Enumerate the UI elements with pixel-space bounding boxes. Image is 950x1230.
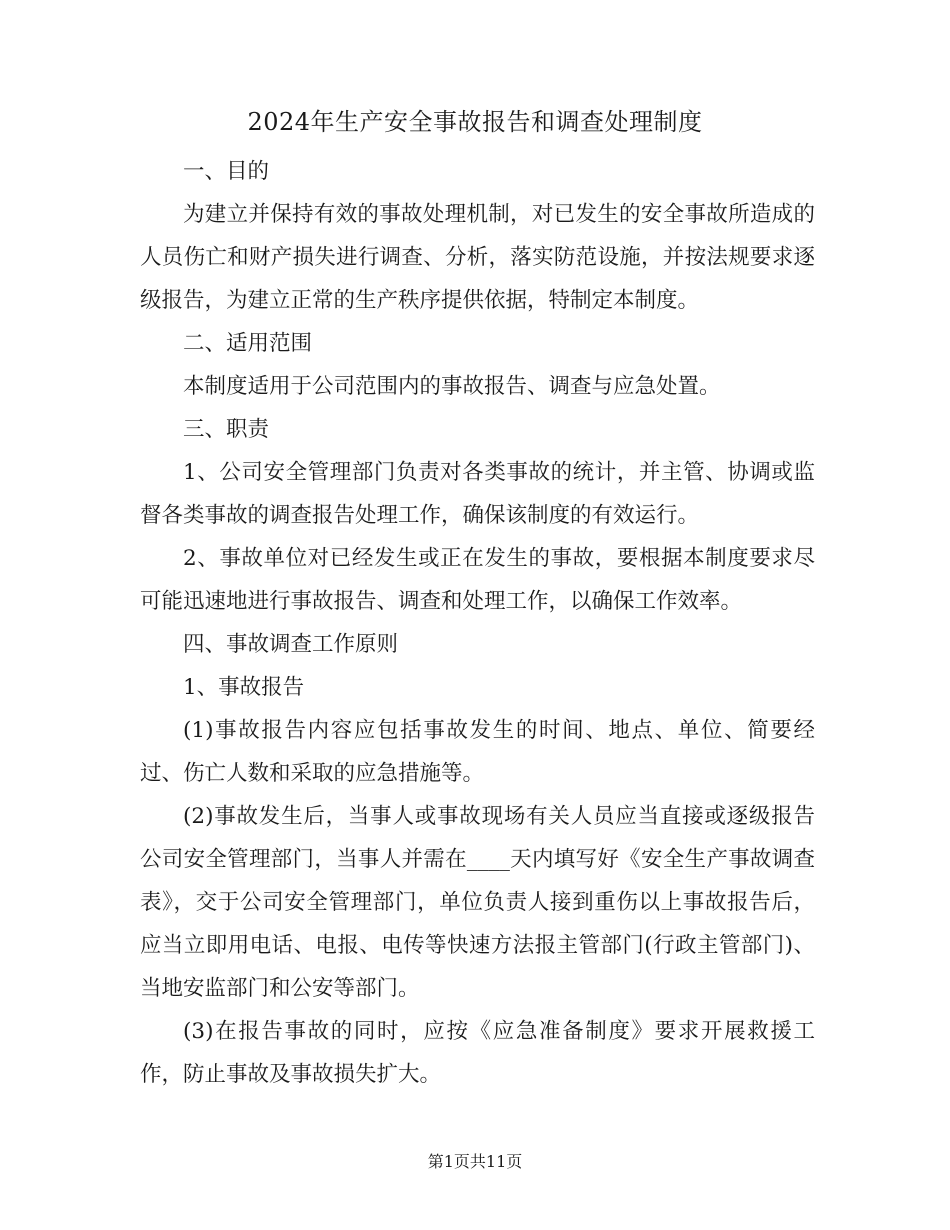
paragraph-scope: 本制度适用于公司范围内的事故报告、调查与应急处置。 [183,374,721,399]
section-heading-principles: 四、事故调查工作原则 [183,632,399,657]
paragraph-duty-1: 1、公司安全管理部门负责对各类事故的统计，并主管、协调或监督各类事故的调查报告处理工作，确保该制度的有效运行。 [140,460,815,528]
paragraph-purpose: 为建立并保持有效的事故处理机制，对已发生的安全事故所造成的人员伤亡和财产损失进行调查、分析，落实防范设施，并按法规要求逐级报告，为建立正常的生产秩序提供依据，特制定本制度。 [140,202,815,313]
section-heading-scope: 二、适用范围 [183,331,313,356]
section-heading-purpose: 一、目的 [183,159,270,184]
paragraph-report-3: (3)在报告事故的同时，应按《应急准备制度》要求开展救援工作，防止事故及事故损失扩大。 [140,1019,815,1087]
paragraph-report-1: (1)事故报告内容应包括事故发生的时间、地点、单位、简要经过、伤亡人数和采取的应急措施等。 [140,718,815,786]
paragraph-report-2: (2)事故发生后，当事人或事故现场有关人员应当直接或逐级报告公司安全管理部门，当事人并需在____天内填写好《安全生产事故调查表》，交于公司安全管理部门，单位负责人接到重伤以上事故报告后，应当立即用电话、电报、电传等快速方法报主管部门(行政主管部门)、当地安监部门和公安等部门。 [140,804,815,1001]
section-heading-duties: 三、职责 [183,417,270,442]
document-title: 2024年生产安全事故报告和调查处理制度 [247,108,703,136]
subheading-accident-report: 1、事故报告 [183,675,305,700]
paragraph-duty-2: 2、事故单位对已经发生或正在发生的事故，要根据本制度要求尽可能迅速地进行事故报告、调查和处理工作，以确保工作效率。 [140,546,815,614]
document-body [140,150,815,1096]
page-number: 第1页共11页 [427,1152,523,1171]
